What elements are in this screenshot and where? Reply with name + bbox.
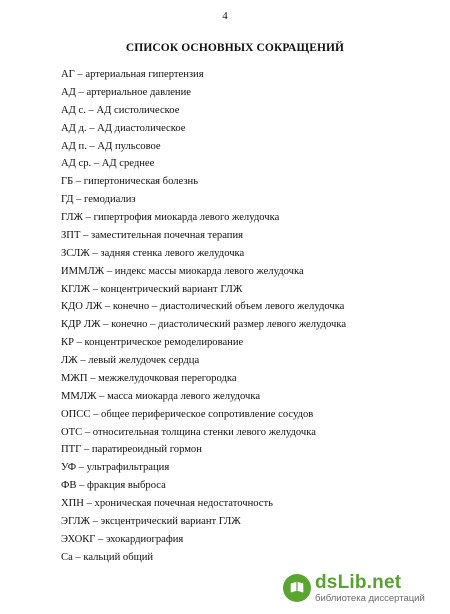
abbreviation-item: КДР ЛЖ – конечно – диастолический размер левого желудочка xyxy=(61,319,347,331)
abbreviation-item: ПТГ – паратиреоидный гормон xyxy=(61,444,202,456)
abbreviation-item: АД п. – АД пульсовое xyxy=(61,140,161,152)
page-number: 4 xyxy=(222,10,228,22)
abbreviation-list xyxy=(61,67,346,568)
abbreviation-item: УФ – ультрафильтрация xyxy=(61,462,170,474)
abbreviation-item: ММЛЖ – масса миокарда левого желудочка xyxy=(61,390,261,402)
abbreviation-item: АГ – артериальная гипертензия xyxy=(61,69,204,80)
abbreviation-item: ОПСС – общее периферическое сопротивление сосудов xyxy=(61,408,314,420)
abbreviation-item: ГД – гемодиализ xyxy=(61,194,136,206)
watermark-tagline: библиотека диссертаций xyxy=(315,592,425,604)
page-title: СПИСОК ОСНОВНЫХ СОКРАЩЕНИЙ xyxy=(125,42,345,54)
abbreviation-item: ЗСЛЖ – задняя стенка левого желудочка xyxy=(61,247,245,259)
abbreviation-item: ИММЛЖ – индекс массы миокарда левого желудочка xyxy=(61,265,304,277)
abbreviation-item: ФВ – фракция выброса xyxy=(61,480,166,492)
abbreviation-item: КДО ЛЖ – конечно – диастолический объем левого желудочка xyxy=(61,301,345,313)
abbreviation-item: ЗПТ – заместительная почечная терапия xyxy=(61,229,244,241)
abbreviation-item: АД с. – АД систолическое xyxy=(61,104,180,116)
abbreviation-item: КГЛЖ – концентрический вариант ГЛЖ xyxy=(61,283,243,295)
abbreviation-item: ЭГЛЖ – эксцентрический вариант ГЛЖ xyxy=(61,515,241,527)
abbreviation-item: ЭХОКГ – эхокардиография xyxy=(61,533,184,545)
abbreviation-item: ГБ – гипертоническая болезнь xyxy=(61,176,199,188)
book-logo-icon xyxy=(283,574,311,602)
abbreviation-item: ОТС – относительная толщина стенки левого желудочка xyxy=(61,426,316,438)
abbreviation-item: ГЛЖ – гипертрофия миокарда левого желудочка xyxy=(61,212,280,223)
abbreviation-item: ХПН – хроническая почечная недостаточность xyxy=(61,498,273,509)
abbreviation-item: КР – концентрическое ремоделирование xyxy=(61,337,244,349)
abbreviation-item: АД ср. – АД среднее xyxy=(61,158,155,170)
abbreviation-item: МЖП – межжелудочковая перегородка xyxy=(61,372,237,384)
dslib-watermark[interactable] xyxy=(283,568,438,608)
watermark-brand: dsLib.net xyxy=(315,571,402,593)
abbreviation-item: АД д. – АД диастолическое xyxy=(61,122,186,134)
abbreviation-item: ЛЖ – левый желудочек сердца xyxy=(61,355,200,366)
abbreviation-item: Са – кальций общий xyxy=(61,551,154,563)
abbreviation-item: АД – артериальное давление xyxy=(61,86,191,98)
